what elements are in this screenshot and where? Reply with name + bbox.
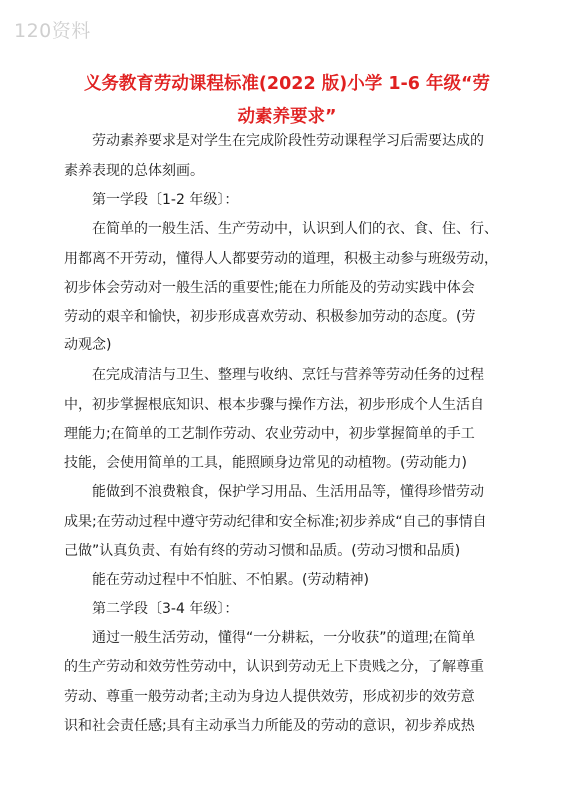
body-line: 素养表现的总体刻画。: [64, 163, 204, 179]
body-line: 的生产劳动和效劳性劳动中，认识到劳动无上下贵贱之分，了解尊重: [64, 659, 484, 675]
body-line: 在简单的一般生活、生产劳动中，认识到人们的衣、食、住、行、: [64, 221, 498, 237]
document-title-line-1: 义务教育劳动课程标准(2022 版)小学 1-6 年级“劳: [83, 74, 491, 94]
body-line: 己做”认真负责、有始有终的劳动习惯和品质。(劳动习惯和品质): [64, 543, 461, 559]
body-line: 中，初步掌握根底知识、根本步骤与操作方法，初步形成个人生活自: [64, 397, 484, 413]
body-line: 理能力;在简单的工艺制作劳动、农业劳动中，初步掌握简单的手工: [64, 426, 475, 442]
body-line: 识和社会责任感;具有主动承当力所能及的劳动的意识，初步养成热: [64, 718, 475, 734]
body-line: 在完成清洁与卫生、整理与收纳、烹饪与营养等劳动任务的过程: [64, 367, 484, 383]
body-line: 劳动、尊重一般劳动者;主动为身边人提供效劳，形成初步的效劳意: [64, 689, 475, 705]
body-line: 动观念): [64, 337, 112, 353]
section-heading-grade-1-2: 第一学段〔1-2 年级〕：: [64, 192, 239, 208]
body-line: 初步体会劳动对一般生活的重要性;能在力所能及的劳动实践中体会: [64, 280, 475, 296]
section-heading-grade-3-4: 第二学段〔3-4 年级〕：: [64, 601, 239, 617]
watermark-text: 120资料: [14, 20, 91, 42]
body-line: 通过一般生活劳动，懂得“一分耕耘，一分收获”的道理;在简单: [64, 630, 476, 646]
body-line: 劳动素养要求是对学生在完成阶段性劳动课程学习后需要达成的: [64, 133, 484, 149]
document-title-line-2: 动素养要求”: [237, 107, 337, 127]
body-line: 能做到不浪费粮食，保护学习用品、生活用品等，懂得珍惜劳动: [64, 484, 484, 500]
body-line: 用都离不开劳动，懂得人人都要劳动的道理，积极主动参与班级劳动，: [64, 251, 498, 267]
body-line: 劳动的艰辛和愉快，初步形成喜欢劳动、积极参加劳动的态度。(劳: [64, 309, 476, 325]
body-line: 技能，会使用简单的工具，能照顾身边常见的动植物。(劳动能力): [64, 455, 467, 471]
body-line: 能在劳动过程中不怕脏、不怕累。(劳动精神): [64, 572, 369, 588]
body-line: 成果;在劳动过程中遵守劳动纪律和安全标准;初步养成“自己的事情自: [64, 514, 487, 530]
